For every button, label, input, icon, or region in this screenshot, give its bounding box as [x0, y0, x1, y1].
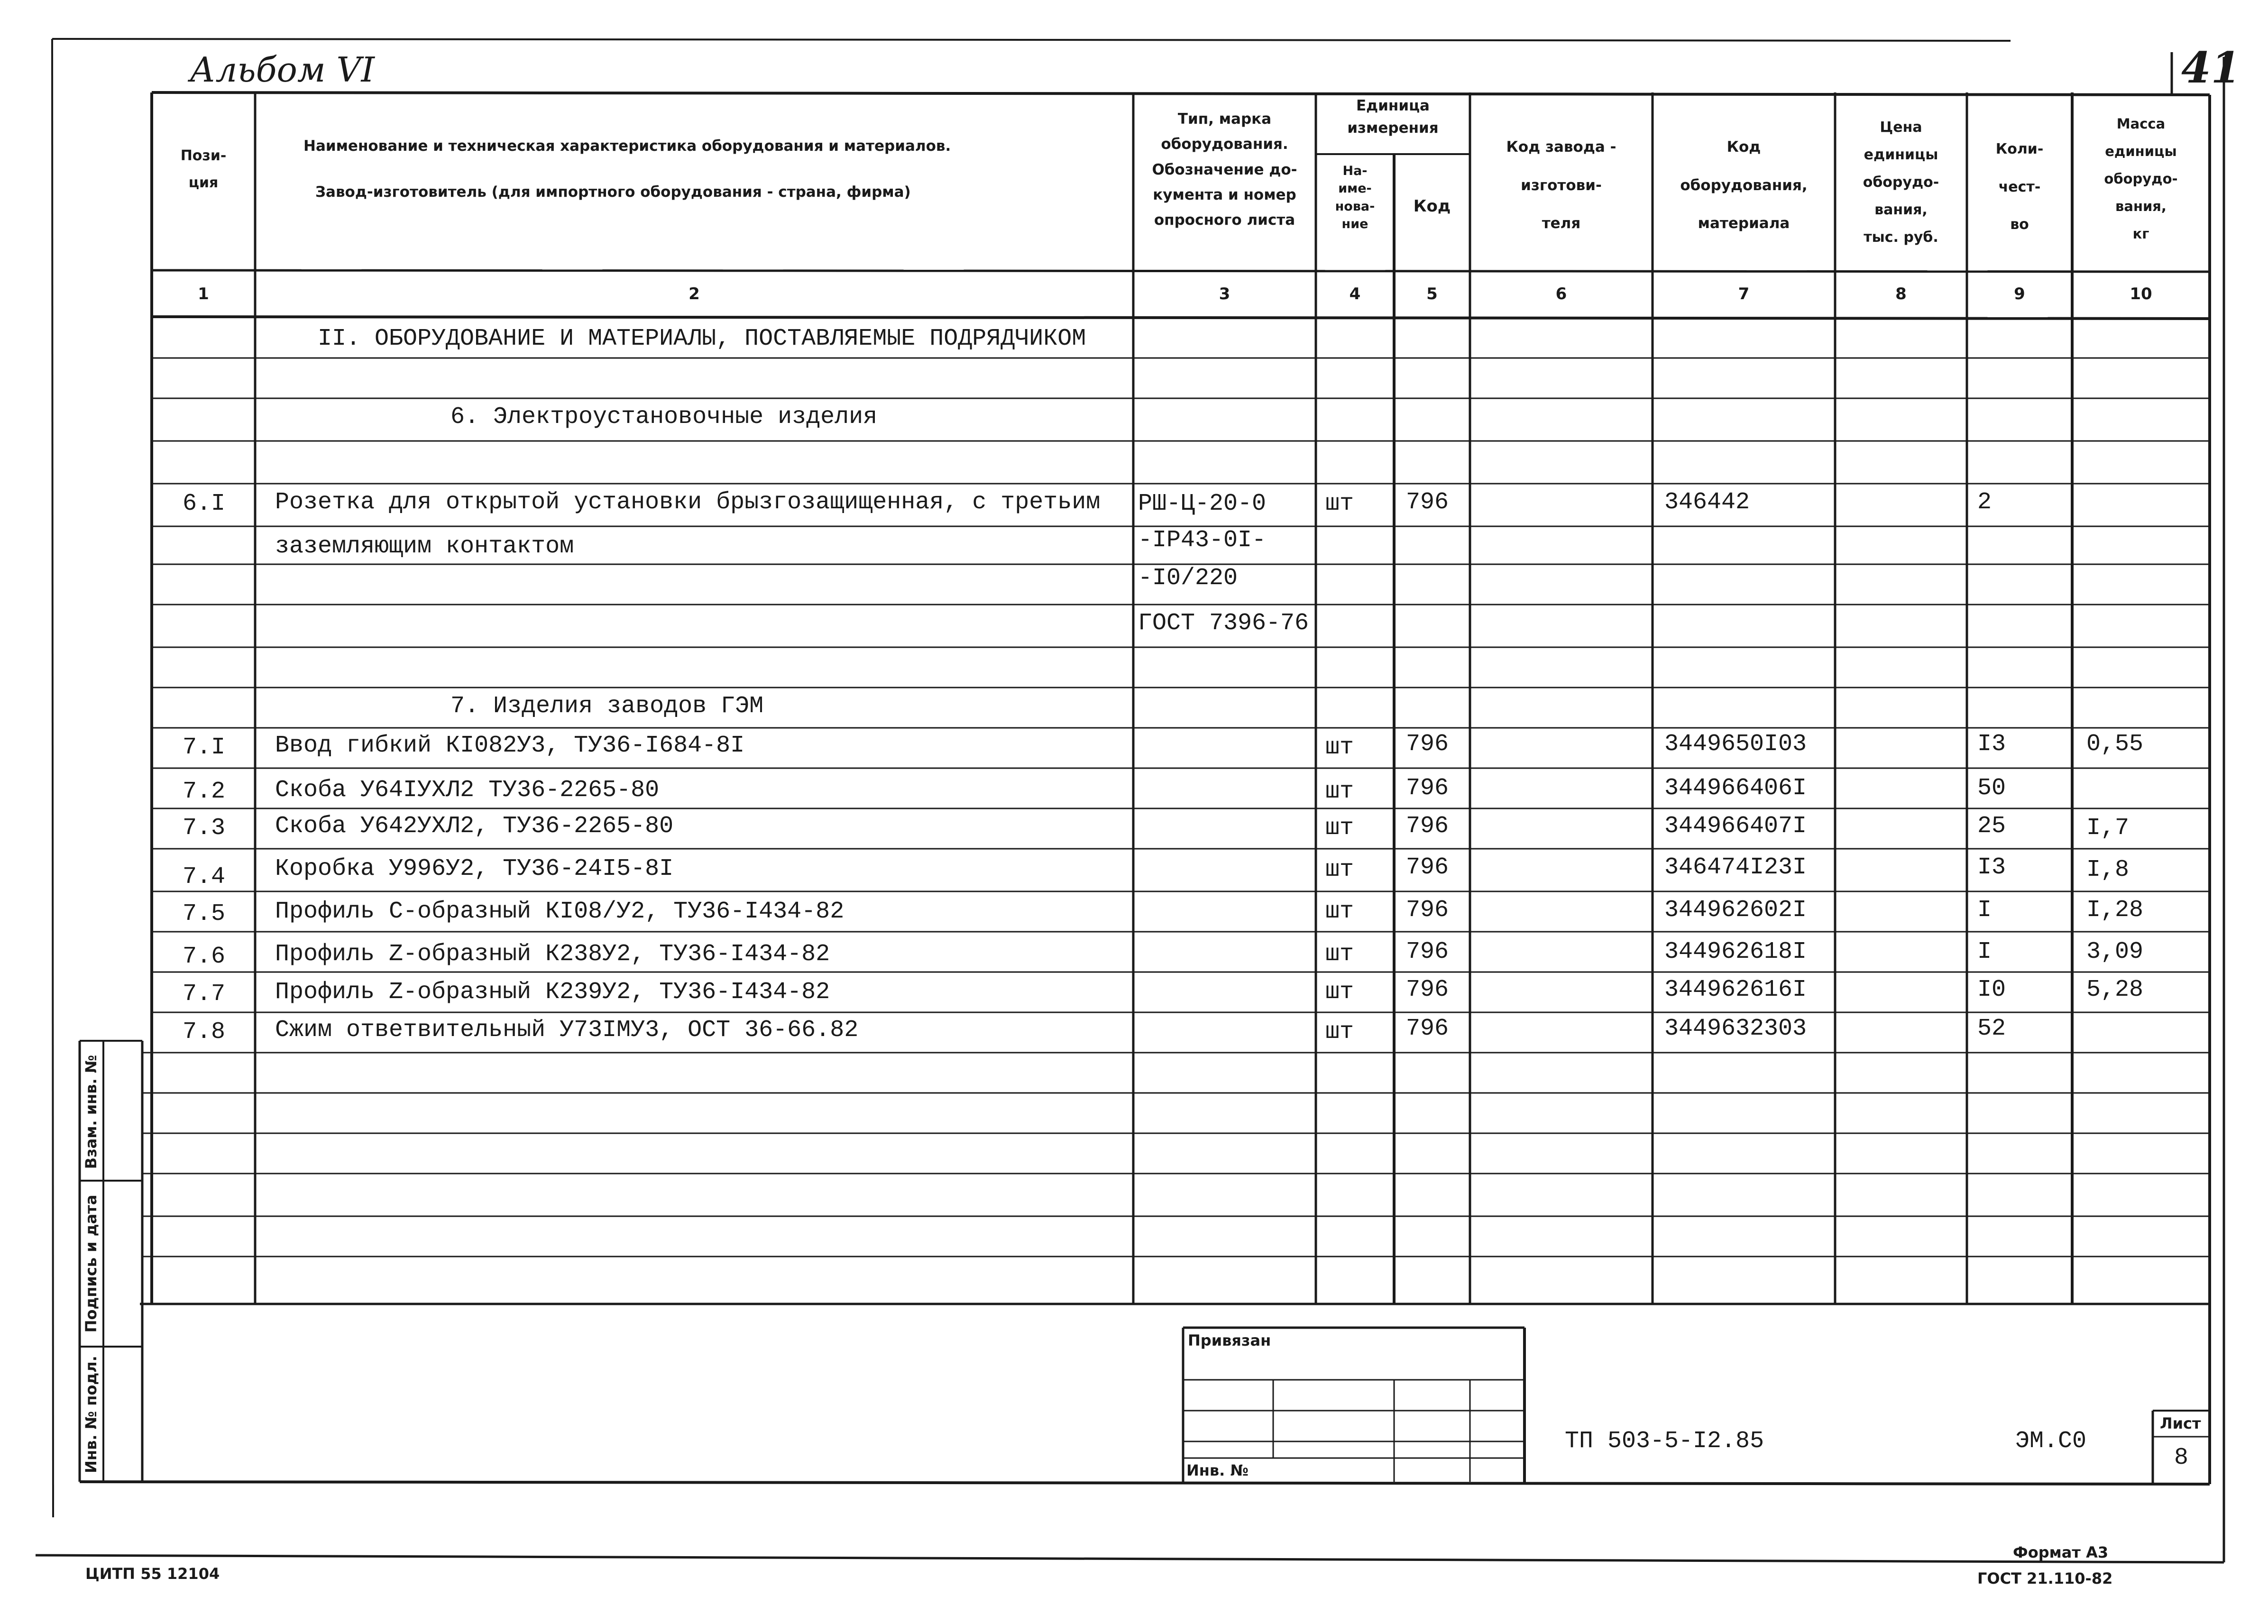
colnum-4: 4: [1349, 284, 1361, 303]
header-mass: Масса единицы оборудо- вания, кг: [2104, 116, 2178, 242]
row-name: Коробка У996У2, ТУ36-24I5-8I: [275, 855, 674, 882]
row-mass: 0,55: [2086, 731, 2144, 758]
row-unit: шт: [1325, 979, 1354, 1006]
item-6-1-type-line2: -IP43-0I-: [1138, 527, 1267, 554]
row-code: 796: [1406, 813, 1449, 840]
row-quantity: I: [1977, 938, 1992, 965]
footer-left: ЦИТП 55 12104: [85, 1565, 220, 1583]
row-equip-code: 3449632303: [1664, 1015, 1807, 1042]
section-title: II. ОБОРУДОВАНИЕ И МАТЕРИАЛЫ, ПОСТАВЛЯЕМЫЕ ПОДРЯДЧИКОМ: [318, 325, 1086, 352]
header-name-line1: Наименование и техническая характеристика оборудования и материалов.: [303, 138, 951, 155]
row-quantity: I3: [1977, 854, 2006, 881]
row-code: 796: [1406, 854, 1449, 881]
colnum-7: 7: [1738, 284, 1750, 303]
row-mass: 3,09: [2086, 938, 2144, 965]
colnum-1: 1: [198, 284, 209, 303]
row-mass: I,28: [2086, 897, 2144, 924]
item-6-1-unit: шт: [1325, 490, 1354, 517]
item-6-1-name-line2: заземляющим контактом: [275, 533, 574, 560]
row-equip-code: 344962602I: [1664, 897, 1807, 924]
header-quantity: Коли- чест- во: [1995, 141, 2044, 233]
row-equip-code: 344966407I: [1664, 813, 1807, 840]
row-name: Профиль Z-образный К239У2, ТУ36-I434-82: [275, 979, 830, 1006]
row-name: Ввод гибкий КI082У3, ТУ36-I684-8I: [275, 732, 745, 759]
header-maker-code: Код завода - изготови- теля: [1506, 138, 1616, 232]
row-equip-code: 3449650I03: [1664, 731, 1807, 758]
colnum-8: 8: [1895, 284, 1907, 303]
colnum-3: 3: [1219, 284, 1230, 303]
row-mass: 5,28: [2086, 976, 2144, 1003]
subsection-7-title: 7. Изделия заводов ГЭМ: [450, 693, 764, 720]
row-code: 796: [1406, 938, 1449, 965]
item-6-1-position: 6.I: [183, 490, 226, 517]
row-equip-code: 344962618I: [1664, 938, 1807, 965]
stamp-doc-code: ТП 503-5-I2.85: [1565, 1428, 1764, 1455]
row-name: Сжим ответвительный У73IМУ3, ОСТ 36-66.82: [275, 1017, 859, 1044]
row-name: Скоба У64IУХЛ2 ТУ36-2265-80: [275, 777, 660, 804]
header-name-line2: Завод-изготовитель (для импортного оборудования - страна, фирма): [315, 184, 911, 201]
colnum-10: 10: [2130, 284, 2152, 303]
row-quantity: 52: [1977, 1015, 2006, 1042]
row-code: 796: [1406, 775, 1449, 802]
row-code: 796: [1406, 1015, 1449, 1042]
row-equip-code: 344962616I: [1664, 976, 1807, 1003]
row-quantity: I: [1977, 897, 1992, 924]
row-position: 7.2: [183, 778, 226, 805]
stamp-inv-no: Инв. №: [1186, 1461, 1249, 1479]
row-equip-code: 346474I23I: [1664, 854, 1807, 881]
footer-format: Формат А3: [2013, 1543, 2109, 1561]
header-unit-group: Единица измерения: [1347, 97, 1439, 137]
row-unit: шт: [1325, 941, 1354, 968]
row-position: 7.8: [183, 1018, 226, 1046]
subsection-6-title: 6. Электроустановочные изделия: [450, 404, 878, 431]
row-unit: шт: [1325, 734, 1354, 761]
item-6-1-quantity: 2: [1977, 489, 1992, 516]
row-position: 7.5: [183, 900, 226, 927]
row-name: Профиль С-образный КI08/У2, ТУ36-I434-82: [275, 898, 845, 925]
item-6-1-equip-code: 346442: [1664, 489, 1750, 516]
colnum-2: 2: [689, 284, 700, 303]
row-name: Профиль Z-образный К238У2, ТУ36-I434-82: [275, 941, 830, 968]
side-label-podpis: Подпись и дата: [82, 1194, 100, 1333]
stamp-sheet-label: Лист: [2160, 1414, 2201, 1432]
header-unit-name: На- име- нова- ние: [1335, 164, 1375, 231]
row-equip-code: 344966406I: [1664, 775, 1807, 802]
header-unit-code: Код: [1413, 197, 1451, 216]
row-code: 796: [1406, 976, 1449, 1003]
row-unit: шт: [1325, 856, 1354, 883]
row-quantity: 50: [1977, 775, 2006, 802]
header-type: Тип, марка оборудования. Обозначение до- кумента и номер опросного листа: [1152, 110, 1297, 229]
stamp-mark: ЭМ.С0: [2015, 1428, 2087, 1455]
item-6-1-type-line3: -I0/220: [1138, 565, 1238, 592]
row-quantity: 25: [1977, 813, 2006, 840]
side-label-inv-podl: Инв. № подл.: [82, 1356, 100, 1473]
row-unit: шт: [1325, 778, 1354, 805]
row-position: 7.4: [183, 863, 226, 890]
side-label-vzam: Взам. инв. №: [82, 1055, 100, 1169]
header-price: Цена единицы оборудо- вания, тыс. руб.: [1863, 119, 1939, 246]
header-position: Пози- ция: [180, 147, 227, 191]
row-unit: шт: [1325, 815, 1354, 842]
footer-gost: ГОСТ 21.110-82: [1977, 1569, 2113, 1587]
stamp-privyazan: Привязан: [1188, 1331, 1271, 1349]
row-name: Скоба У642УХЛ2, ТУ36-2265-80: [275, 813, 674, 840]
row-code: 796: [1406, 731, 1449, 758]
page-number: 41: [2181, 43, 2241, 93]
colnum-5: 5: [1426, 284, 1438, 303]
row-position: 7.7: [183, 981, 226, 1008]
row-unit: шт: [1325, 898, 1354, 925]
item-6-1-type-line4: ГОСТ 7396-76: [1138, 610, 1309, 637]
album-label: Альбом VI: [190, 50, 375, 90]
row-code: 796: [1406, 897, 1449, 924]
row-quantity: I0: [1977, 976, 2006, 1003]
row-mass: I,7: [2086, 815, 2130, 842]
colnum-6: 6: [1555, 284, 1567, 303]
item-6-1-code: 796: [1406, 489, 1449, 516]
colnum-9: 9: [2014, 284, 2025, 303]
item-6-1-name-line1: Розетка для открытой установки брызгозащищенная, с третьим: [275, 489, 1101, 516]
row-mass: I,8: [2086, 856, 2130, 883]
row-unit: шт: [1325, 1018, 1354, 1046]
header-equip-code: Код оборудования, материала: [1680, 138, 1808, 232]
stamp-sheet-number: 8: [2174, 1444, 2189, 1471]
row-position: 7.3: [183, 815, 226, 842]
item-6-1-type-line1: РШ-Ц-20-0: [1138, 490, 1267, 517]
row-quantity: I3: [1977, 731, 2006, 758]
row-position: 7.6: [183, 943, 226, 970]
row-position: 7.I: [183, 734, 226, 761]
